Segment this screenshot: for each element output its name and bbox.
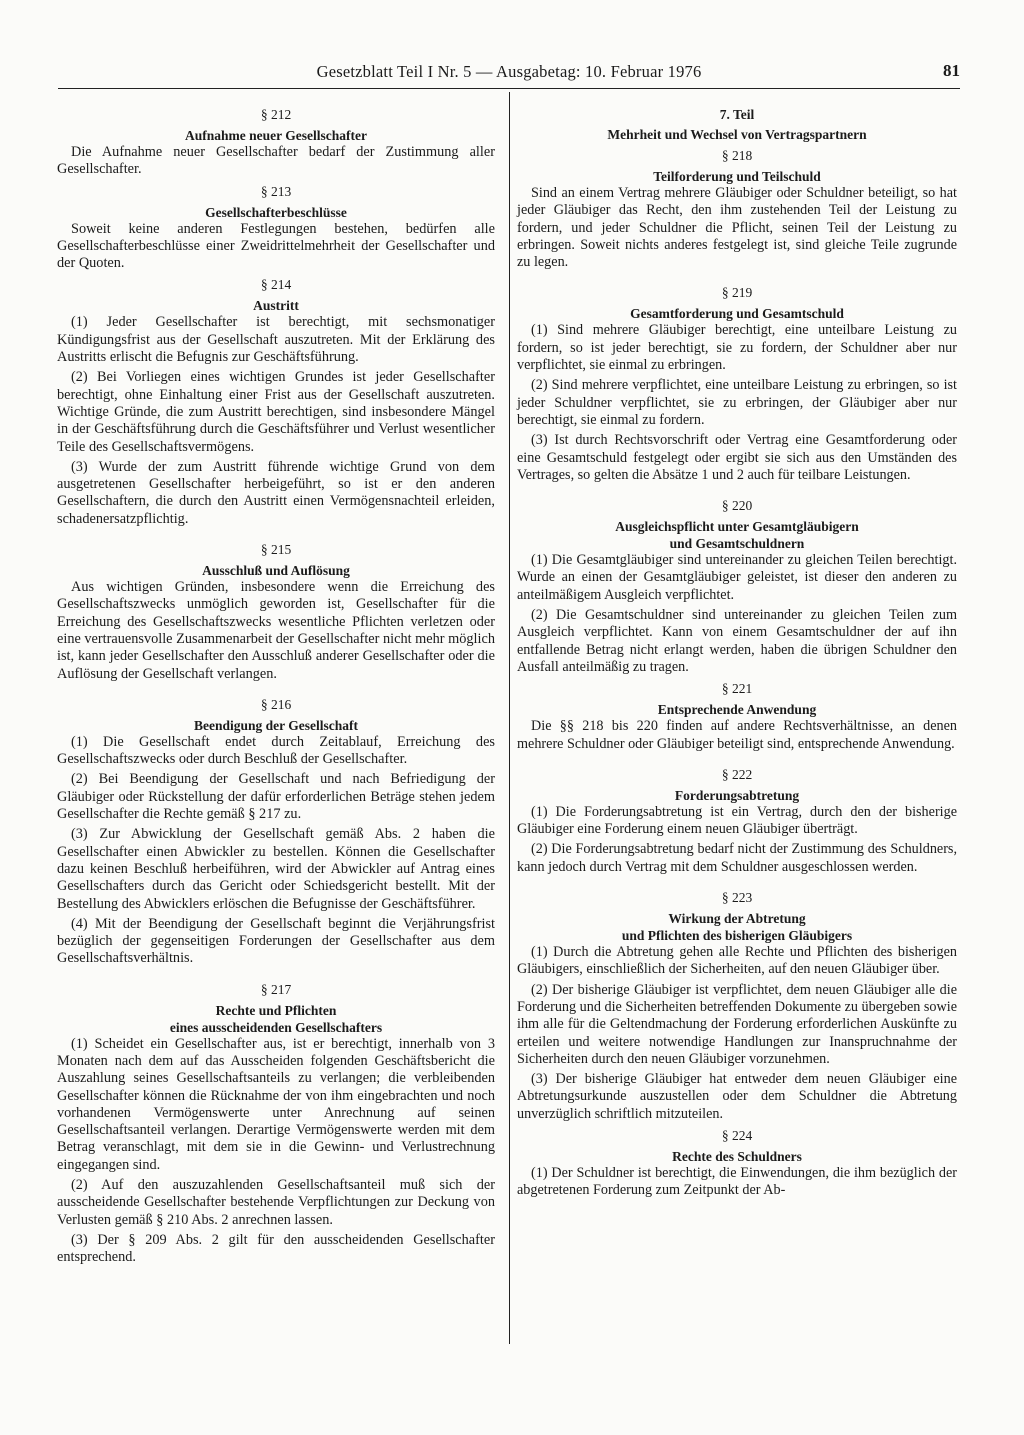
spacer <box>517 879 957 885</box>
gazette-title: Gesetzblatt Teil I Nr. 5 — Ausgabetag: 10. Februar 1976 <box>316 62 702 81</box>
paragraph: (1) Durch die Abtretung gehen alle Rechte und Pflichten des bisherigen Gläubigers, einschließlich der Sicherheiten, auf den neuen Gläubiger über. <box>517 944 957 978</box>
section-217 <box>57 981 495 1267</box>
paragraph: Die Aufnahme neuer Gesellschafter bedarf der Zustimmung aller Gesellschafter. <box>57 144 495 178</box>
section-219 <box>517 284 957 484</box>
part-number: 7. Teil <box>719 107 755 122</box>
paragraph: Soweit keine anderen Festlegungen bestehen, bedürfen alle Gesellschafterbeschlüsse einer Zweidrittelmehrheit der Gesellschafter und der Quoten. <box>57 220 495 272</box>
paragraph: (3) Der § 209 Abs. 2 gilt für den ausscheidenden Gesellschafter entsprechend. <box>57 1231 495 1266</box>
section-218 <box>517 147 957 271</box>
paragraph: (2) Der bisherige Gläubiger ist verpflichtet, dem neuen Gläubiger alle die Forderung und die Sicherheiten betreffenden Dokumente zu übergeben sowie ihm alle für die Geltendmachung der Forderung erforderlichen Auskünfte zu erteilen und weitere notwendige Handlungen zur Inanspruchnahme der Sicherheiten durch den neuen Gläubiger vorzunehmen. <box>517 981 957 1067</box>
paragraph: Aus wichtigen Gründen, insbesondere wenn die Erreichung des Gesellschaftszwecks unmöglich geworden ist, Gesellschafter für die Erreichung des Gesellschaftszwecks wesentliche Pflichten verletzen oder eine vertrauensvolle Zusammenarbeit der Gesellschafter nicht mehr möglich ist, kann jeder Gesellschafter den Ausschluß anderer Gesellschafter oder die Auflösung der Gesellschaft verlangen. <box>57 579 495 682</box>
paragraph: (3) Wurde der zum Austritt führende wichtige Grund von dem ausgetretenen Gesellschafter herbeigeführt, so ist er den anderen Gesellschaftern, die durch den Austritt einen Vermögensnachteil erleiden, schadenersatzpflichtig. <box>57 458 495 527</box>
paragraph: (2) Sind mehrere verpflichtet, eine unteilbare Leistung zu erbringen, so ist jeder Schuldner verpflichtet, sie zu erbringen, der Gläubiger aber nur berechtigt, sie einmal zu fordern. <box>517 377 957 428</box>
paragraph: (2) Auf den auszuzahlenden Gesellschaftsanteil muß sich der ausscheidende Gesellschafter bestehende Verpflichtungen zur Deckung von Verlusten gemäß § 210 Abs. 2 anrechnen lassen. <box>57 1177 495 1228</box>
paragraph: (1) Der Schuldner ist berechtigt, die Einwendungen, die ihm bezüglich der abgetretenen Forderung zum Zeitpunkt der Ab- <box>517 1164 957 1199</box>
section-213 <box>57 183 495 273</box>
section-title-line2: eines ausscheidenden Gesellschafters <box>169 1019 383 1035</box>
section-number: § 214 <box>260 277 292 293</box>
right-column <box>517 106 957 1203</box>
section-number: § 221 <box>721 681 753 697</box>
section-number: § 216 <box>260 696 292 712</box>
part-title: Mehrheit und Wechsel von Vertragspartnern <box>607 127 867 142</box>
section-title: Austritt <box>253 298 299 314</box>
section-number: § 217 <box>260 981 292 997</box>
column-divider <box>509 92 510 1344</box>
paragraph: (1) Jeder Gesellschafter ist berechtigt, mit sechsmonatiger Kündigungsfrist aus der Gesellschaft auszutreten. Mit der Erklärung des Austritts erlischt die Befugnis zur Geschäftsführung. <box>57 314 495 366</box>
section-title: Aufnahme neuer Gesellschafter <box>185 128 367 143</box>
section-number: § 223 <box>721 890 753 906</box>
paragraph: (2) Bei Vorliegen eines wichtigen Grundes ist jeder Gesellschafter berechtigt, ohne Einhaltung einer Frist aus der Gesellschaft auszutreten. Wichtige Gründe, die zum Austritt berechtigen, sind insbesondere Mängel in der Geschäftsführung durch die Geschäftsführer und Verlust wesentlicher Teile des Gesellschaftsvermögens. <box>57 369 495 455</box>
paragraph: (2) Die Forderungsabtretung bedarf nicht der Zustimmung des Schuldners, kann jedoch durch Vertrag mit dem Schuldner ausgeschlossen werden. <box>517 841 957 875</box>
paragraph: (3) Der bisherige Gläubiger hat entweder dem neuen Gläubiger eine Abtretungsurkunde auszustellen oder dem Schuldner die Abtretung unverzüglich schriftlich mitzuteilen. <box>517 1071 957 1122</box>
section-number: § 215 <box>260 542 292 558</box>
header-divider <box>58 88 960 89</box>
page-number: 81 <box>943 61 960 80</box>
spacer <box>517 487 957 493</box>
page-header <box>58 62 960 84</box>
section-title-line2: und Pflichten des bisherigen Gläubigers <box>621 928 853 944</box>
section-214 <box>57 276 495 528</box>
section-title: Ausgleichspflicht unter Gesamtgläubigern <box>615 519 859 535</box>
section-220 <box>517 497 957 676</box>
section-222 <box>517 766 957 876</box>
section-216 <box>57 696 495 968</box>
section-number: § 220 <box>721 498 753 514</box>
paragraph: Sind an einem Vertrag mehrere Gläubiger oder Schuldner beteiligt, so hat jeder Gläubiger das Recht, den ihm zustehenden Teil der Leistung zu fordern, und jeder Schuldner die Pflicht, seinen Teil der Leistung zu erbringen. Soweit nichts anderes festgelegt ist, sind gleiche Teile zugrunde zu legen. <box>517 185 957 271</box>
section-title: Rechte und Pflichten <box>215 1002 337 1018</box>
paragraph: (1) Die Forderungsabtretung ist ein Vertrag, durch den der bisherige Gläubiger eine Forderung einem neuen Gläubiger überträgt. <box>517 803 957 838</box>
paragraph: (3) Zur Abwicklung der Gesellschaft gemäß Abs. 2 haben die Gesellschafter einen Abwickler zu bestellen. Können die Gesellschafter dazu keinen Beschluß herbeiführen, wird der Abwickler auf Antrag eines Gesellschafters durch das Gericht oder Schiedsgericht bestellt. Mit der Bestellung des Abwicklers erlöschen die Befugnisse der Geschäftsführer. <box>57 826 495 912</box>
paragraph: (1) Scheidet ein Gesellschafter aus, ist er berechtigt, innerhalb von 3 Monaten nach dem auf das Ausscheiden folgenden Geschäftsbericht die Auszahlung seines Gesellschaftsanteils zu verlangen; die verbleibenden Gesellschafter können die Rücknahme der von ihm eingebrachten und noch vorhandenen Vermögenswerte unter Anrechnung auf seinen Gesellschaftsanteil verlangen. Derartige Vermögenswerte werden mit dem Betrag veranschlagt, mit dem sie in die Gewinn- und Verlustrechnung eingegangen sind. <box>57 1035 495 1173</box>
spacer <box>57 971 495 977</box>
section-title: Gesamtforderung und Gesamtschuld <box>630 306 844 322</box>
section-number: § 222 <box>721 766 753 782</box>
paragraph: (1) Die Gesamtgläubiger sind untereinander zu gleichen Teilen berechtigt. Wurde an einen der Gesamtgläubiger geleistet, ist dieser den anderen zu anteilmäßigem Ausgleich verpflichtet. <box>517 552 957 603</box>
section-number: § 224 <box>721 1127 753 1143</box>
left-column <box>57 102 495 1270</box>
section-title: Wirkung der Abtretung <box>668 911 806 927</box>
section-title: Entsprechende Anwendung <box>657 702 817 718</box>
paragraph: (1) Sind mehrere Gläubiger berechtigt, eine unteilbare Leistung zu fordern, so ist jeder berechtigt, sie zu fordern, der Schuldner aber nur verpflichtet, sie einmal zu erbringen. <box>517 322 957 374</box>
section-number: § 218 <box>721 148 753 163</box>
section-number: § 212 <box>260 107 292 122</box>
paragraph: (2) Die Gesamtschuldner sind untereinander zu gleichen Teilen zum Ausgleich verpflichtet. Kann von einem Gesamtschuldner der auf ihn entfallende Betrag nicht erlangt werden, haben die übrigen Schuldner den Ausfall anteilmäßig zu tragen. <box>517 607 957 675</box>
paragraph: (2) Bei Beendigung der Gesellschaft und nach Befriedigung der Gläubiger oder Rückstellung der dafür erforderlichen Beträge stehen jedem Gesellschafter die Rechte gemäß § 217 zu. <box>57 771 495 823</box>
section-212 <box>57 106 495 179</box>
paragraph: (1) Die Gesellschaft endet durch Zeitablauf, Erreichung des Gesellschaftszwecks oder durch Beschluß der Gesellschafter. <box>57 733 495 768</box>
section-223 <box>517 889 957 1123</box>
section-title: Gesellschafterbeschlüsse <box>205 204 347 220</box>
section-title: Beendigung der Gesellschaft <box>193 717 358 733</box>
section-number: § 219 <box>721 285 753 301</box>
spacer <box>57 531 495 537</box>
section-title-line2: und Gesamtschuldnern <box>669 536 805 552</box>
spacer <box>517 756 957 762</box>
paragraph: Die §§ 218 bis 220 finden auf andere Rechtsverhältnisse, an denen mehrere Schuldner oder Gläubiger beteiligt sind, entsprechende Anwendung. <box>517 718 957 752</box>
section-title: Rechte des Schuldners <box>672 1148 802 1164</box>
spacer <box>57 686 495 692</box>
section-215 <box>57 541 495 683</box>
paragraph: (3) Ist durch Rechtsvorschrift oder Vertrag eine Gesamtforderung oder eine Gesamtschuld festgelegt oder ergibt sie sich aus den Umständen des Vertrages, so gelten die Absätze 1 und 2 auch für teilbare Leistungen. <box>517 432 957 483</box>
section-224 <box>517 1127 957 1200</box>
section-title: Ausschluß und Auflösung <box>202 563 350 579</box>
section-title: Teilforderung und Teilschuld <box>653 169 821 184</box>
section-221 <box>517 680 957 753</box>
section-number: § 213 <box>260 183 292 199</box>
paragraph: (4) Mit der Beendigung der Gesellschaft beginnt die Verjährungsfrist bezüglich der gegenseitigen Forderungen der Gesellschafter aus dem Gesellschaftsverhältnis. <box>57 915 495 967</box>
section-title: Forderungsabtretung <box>674 787 800 803</box>
spacer <box>517 274 957 280</box>
